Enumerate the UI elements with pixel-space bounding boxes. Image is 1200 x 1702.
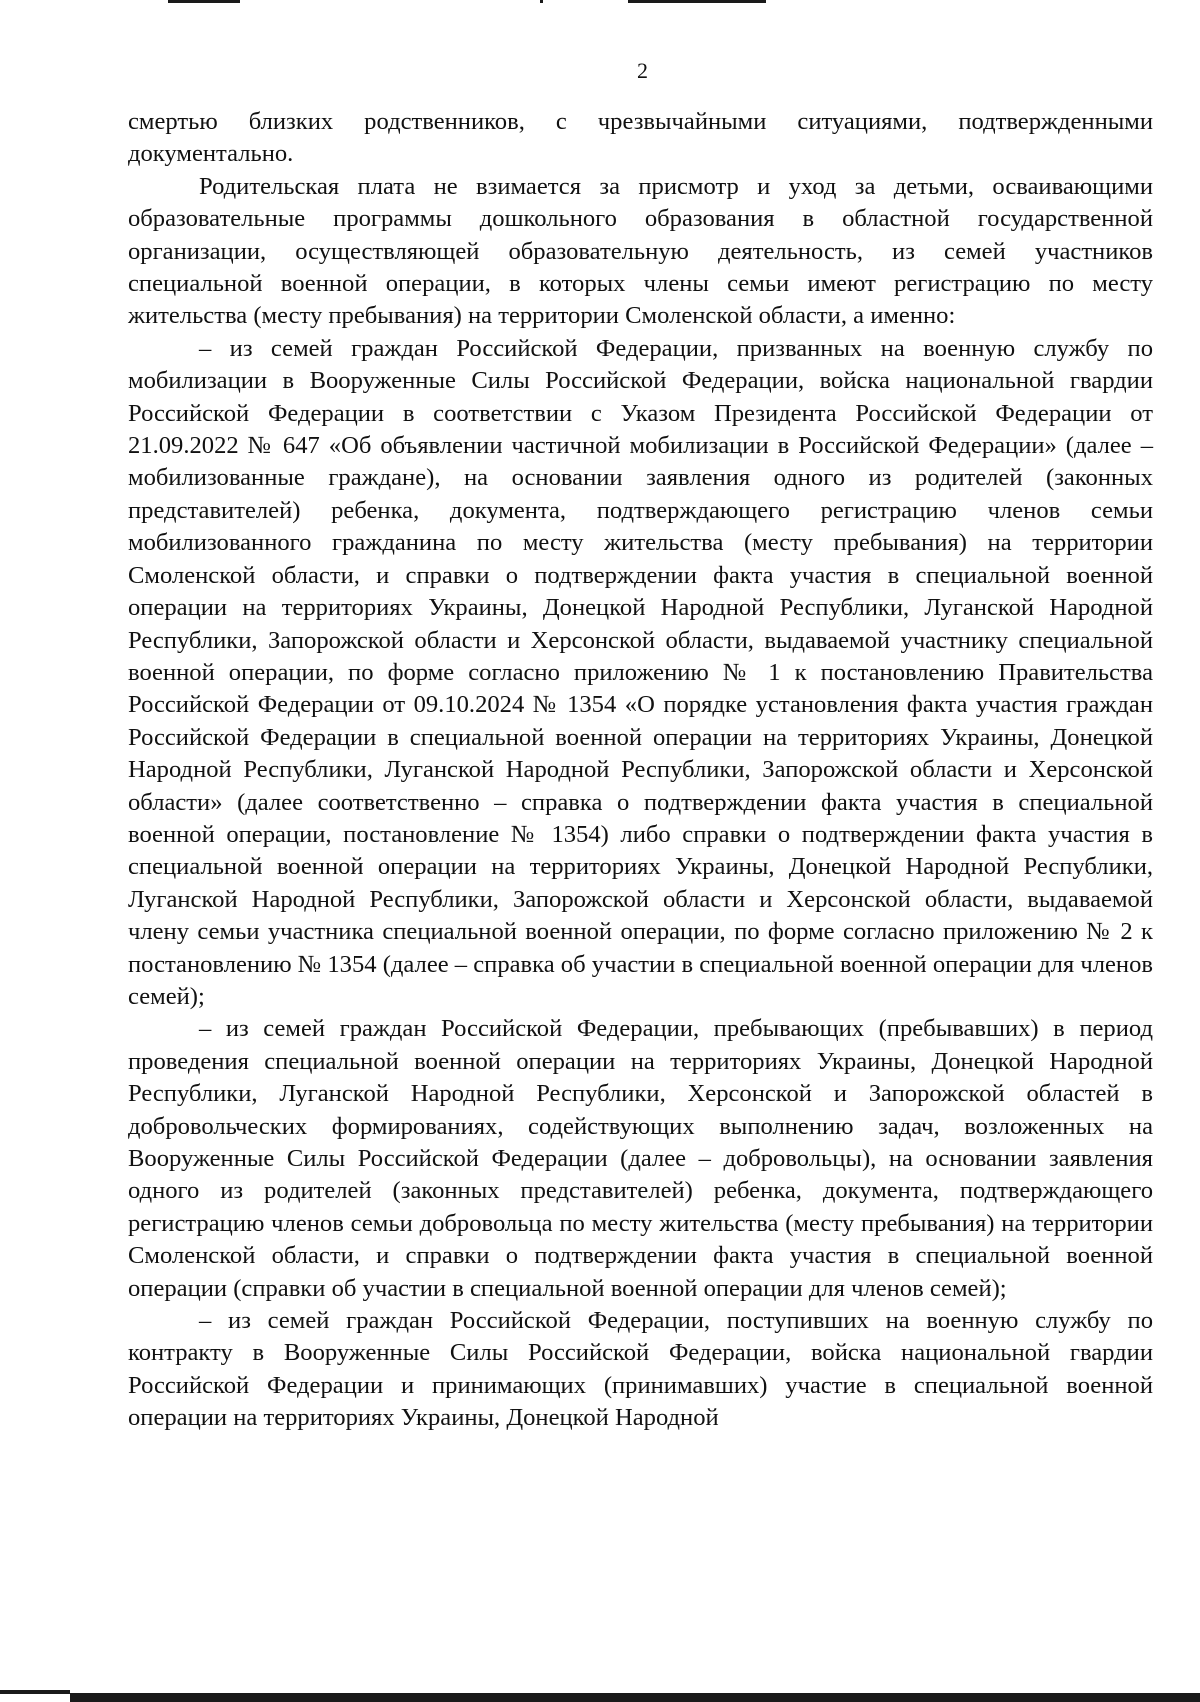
scan-artifact-top-left [168,0,240,3]
paragraph-continuation: смертью близких родственников, с чрезвычайными ситуациями, подтвержденными документально. [128,108,1153,168]
paragraph-volunteers: – из семей граждан Российской Федерации, пребывающих (пребывавших) в период проведения специальной военной операции на территориях Украины, Донецкой Народной Республики, Луганской Народной Республики, Херсонской и Запорожской областей в добровольческих формированиях, содействующих выполнению задач, возложенных на Вооруженные Силы Российской Федерации (далее – добровольцы), на основании заявления одного из родителей (законных представителей) ребенка, документа, подтверждающего регистрацию членов семьи добровольца по месту жительства (месту пребывания) на территории Смоленской области, и справки о подтверждении факта участия в специальной военной операции (справки об участии в специальной военной операции для членов семей); [128,1015,1153,1302]
paragraph-contract-servicemen: – из семей граждан Российской Федерации, поступивших на военную службу по контракту в Вооруженные Силы Российской Федерации, войска национальной гвардии Российской Федерации и принимающих (принимавших) участие в специальной военной операции на территориях Украины, Донецкой Народной [128,1307,1153,1432]
document-body [128,106,1153,1435]
scan-artifact-top-dot [540,0,543,3]
scan-artifact-top-right [628,0,766,3]
paragraph-parental-fee: Родительская плата не взимается за присмотр и уход за детьми, осваивающими образовательные программы дошкольного образования в областной государственной организации, осуществляющей образовательную деятельность, из семей участников специальной военной операции, в которых члены семьи имеют регистрацию по месту жительства (месту пребывания) на территории Смоленской области, а именно: [128,172,1153,330]
scan-artifact-bottom-left [0,1690,70,1694]
scan-artifact-bottom-line [70,1693,1200,1702]
paragraph-mobilized-citizens: – из семей граждан Российской Федерации, призванных на военную службу по мобилизации в Вооруженные Силы Российской Федерации, войска национальной гвардии Российской Федерации в соответствии с Указом Президента Российской Федерации от 21.09.2022 № 647 «Об объявлении частичной мобилизации в Российской Федерации» (далее – мобилизованные граждане), на основании заявления одного из родителей (законных представителей) ребенка, документа, подтверждающего регистрацию членов семьи мобилизованного гражданина по месту жительства (месту пребывания) на территории Смоленской области, и справки о подтверждении факта участия в специальной военной операции на территориях Украины, Донецкой Народной Республики, Луганской Народной Республики, Запорожской области и Херсонской области, выдаваемой участнику специальной военной операции, по форме согласно приложению № 1 к постановлению Правительства Российской Федерации от 09.10.2024 № 1354 «О порядке установления факта участия граждан Российской Федерации в специальной военной операции на территориях Украины, Донецкой Народной Республики, Луганской Народной Республики, Запорожской области и Херсонской области» (далее соответственно – справка о подтверждении факта участия в специальной военной операции, постановление № 1354) либо справки о подтверждении факта участия в специальной военной операции на территориях Украины, Донецкой Народной Республики, Луганской Народной Республики, Запорожской области и Херсонской области, выдаваемой члену семьи участника специальной военной операции, по форме согласно приложению № 2 к постановлению № 1354 (далее – справка об участии в специальной военной операции для членов семей); [128,334,1153,1010]
page-number: 2 [637,58,648,83]
